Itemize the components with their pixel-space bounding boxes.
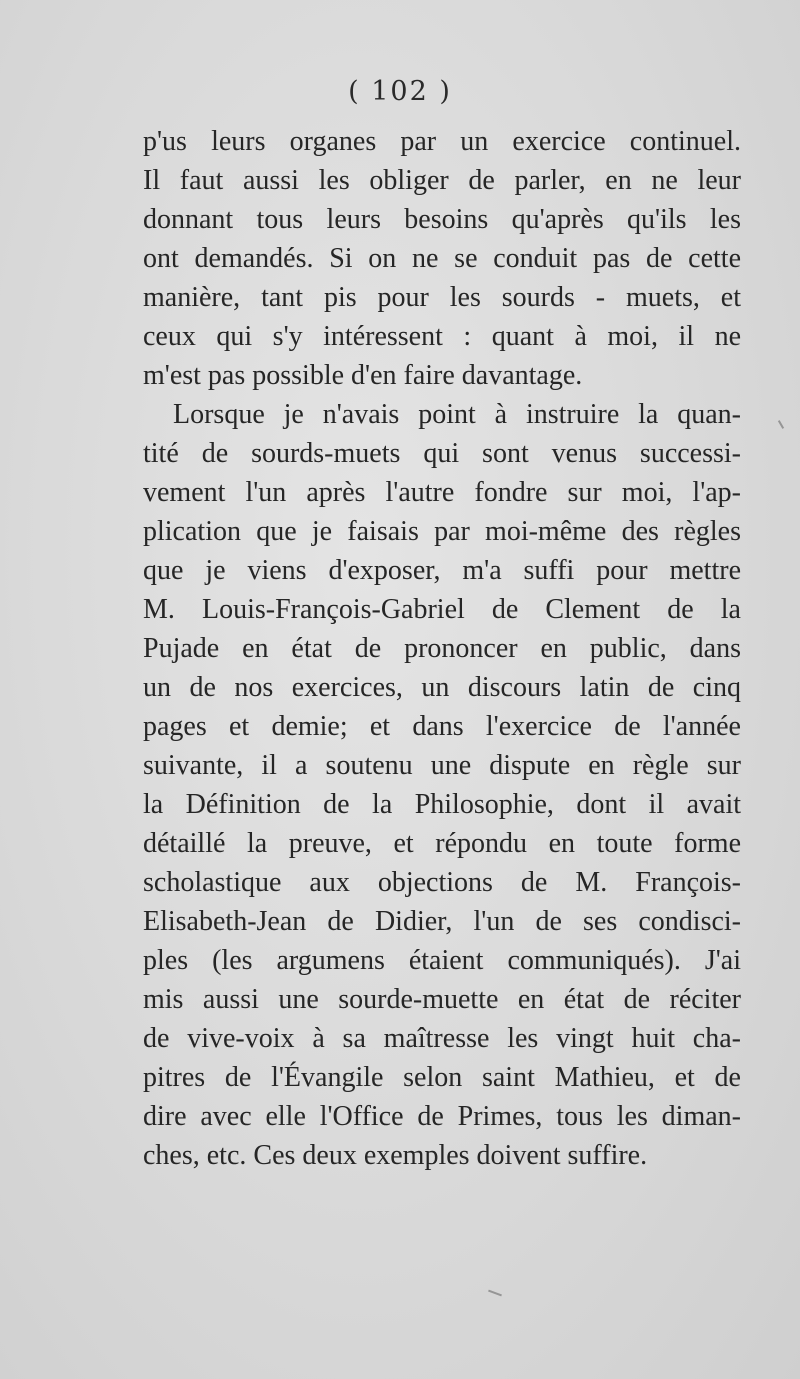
body-text xyxy=(143,122,741,1175)
text-line: pitres de l'Évangile selon saint Mathieu, et de xyxy=(143,1062,741,1093)
text-line: donnant tous leurs besoins qu'après qu'ils les xyxy=(143,204,741,235)
text-line: que je viens d'exposer, m'a suffi pour mettre xyxy=(143,555,741,586)
text-line: plication que je faisais par moi-même des règles xyxy=(143,516,741,547)
text-line: suivante, il a soutenu une dispute en règle sur xyxy=(143,750,741,781)
text-line: vement l'un après l'autre fondre sur moi, l'ap- xyxy=(143,477,741,508)
text-line: un de nos exercices, un discours latin de cinq xyxy=(143,672,741,703)
text-line: Elisabeth-Jean de Didier, l'un de ses condisci- xyxy=(143,906,741,937)
text-line: ches, etc. Ces deux exemples doivent suffire. xyxy=(143,1140,648,1171)
text-line: m'est pas possible d'en faire davantage. xyxy=(143,360,583,391)
paper-speck xyxy=(488,1290,502,1297)
text-line: pages et demie; et dans l'exercice de l'année xyxy=(143,711,741,742)
text-line: mis aussi une sourde-muette en état de réciter xyxy=(143,984,741,1015)
paragraph-2 xyxy=(143,395,741,1175)
text-line: Lorsque je n'avais point à instruire la quan- xyxy=(173,399,741,430)
text-line: la Définition de la Philosophie, dont il avait xyxy=(143,789,741,820)
text-line: tité de sourds-muets qui sont venus successi- xyxy=(143,438,741,469)
text-line: M. Louis-François-Gabriel de Clement de la xyxy=(143,594,741,625)
text-line: scholastique aux objections de M. François- xyxy=(143,867,741,898)
page-number: ( 102 ) xyxy=(348,76,452,107)
text-line: ples (les argumens étaient communiqués). J'ai xyxy=(143,945,741,976)
text-line: manière, tant pis pour les sourds - muets, et xyxy=(143,282,741,313)
text-line: Il faut aussi les obliger de parler, en ne leur xyxy=(143,165,741,196)
text-line: Pujade en état de prononcer en public, dans xyxy=(143,633,741,664)
text-line: ceux qui s'y intéressent : quant à moi, il ne xyxy=(143,321,741,352)
text-line: de vive-voix à sa maîtresse les vingt huit cha- xyxy=(143,1023,741,1054)
paragraph-1 xyxy=(143,122,741,395)
text-line: détaillé la preuve, et répondu en toute forme xyxy=(143,828,741,859)
text-line: p'us leurs organes par un exercice continuel. xyxy=(143,126,741,157)
text-line: dire avec elle l'Office de Primes, tous les diman- xyxy=(143,1101,741,1132)
text-line: ont demandés. Si on ne se conduit pas de cette xyxy=(143,243,741,274)
paper-speck xyxy=(778,420,784,429)
